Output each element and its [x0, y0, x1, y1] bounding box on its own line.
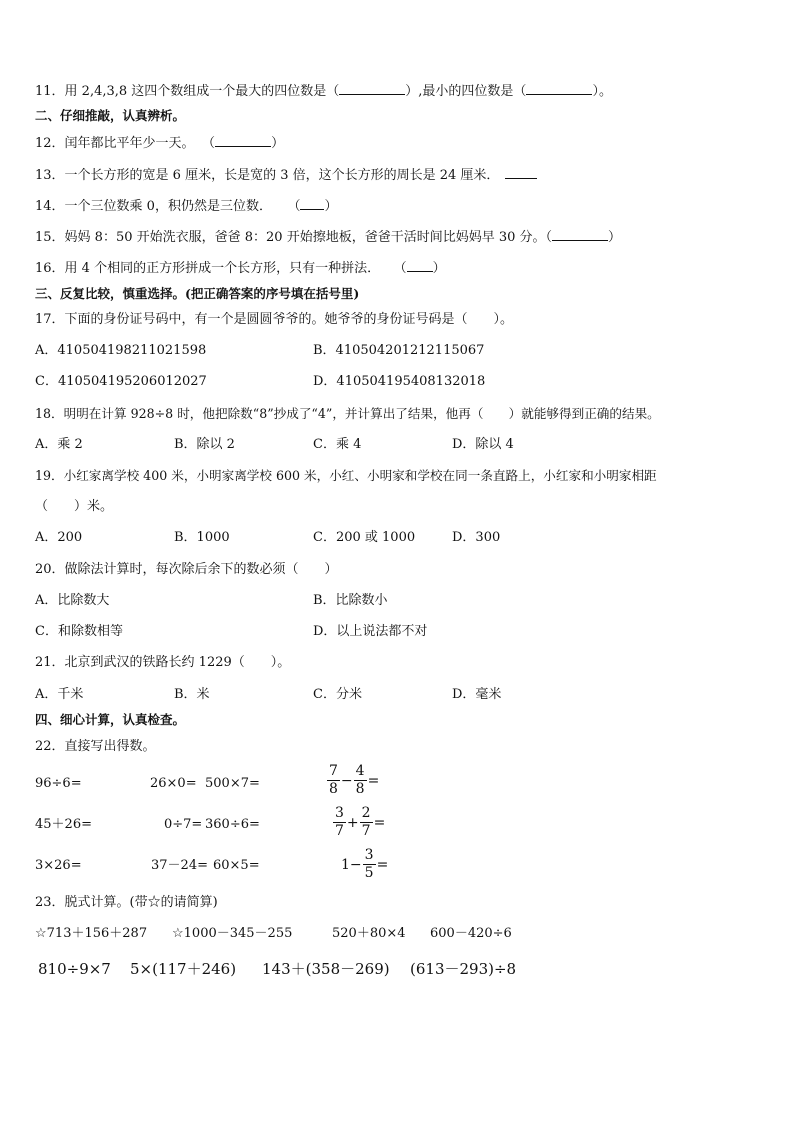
paren-open: （ — [400, 261, 407, 276]
calc-item: 3×26= — [35, 858, 82, 873]
question-11 — [35, 82, 612, 101]
answer-blank[interactable] — [339, 82, 405, 95]
operator: − — [340, 772, 353, 789]
equals-sign: = — [376, 856, 389, 873]
question-19-stem-line2: （ ）米。 — [35, 499, 114, 514]
section-4-heading: 四、细心计算，认真检查。 — [35, 712, 186, 727]
numerator: 3 — [364, 847, 374, 863]
answer-blank[interactable] — [526, 82, 592, 95]
calc-item: (613－293)÷8 — [410, 960, 517, 978]
denominator: 7 — [361, 823, 371, 839]
answer-blank[interactable] — [407, 259, 433, 272]
q17-option-b[interactable]: B．410504201212115067 — [313, 343, 485, 358]
denominator: 8 — [329, 781, 338, 797]
denominator: 5 — [364, 865, 374, 881]
question-14 — [35, 197, 337, 216]
numerator: 2 — [361, 805, 371, 821]
denominator: 7 — [335, 823, 344, 839]
paren-close: ） — [608, 230, 622, 245]
fraction — [327, 763, 340, 798]
fraction — [360, 805, 373, 840]
question-15 — [35, 228, 621, 247]
paren-close: ） — [432, 261, 446, 276]
numerator: 7 — [329, 763, 338, 779]
calc-item: ☆1000－345－255 — [172, 926, 293, 941]
q19-option-b[interactable]: B．1000 — [174, 530, 230, 545]
question-20-stem: 20．做除法计算时，每次除后余下的数必须（ ） — [35, 562, 338, 577]
calc-item: 0÷7= — [164, 817, 203, 832]
q11-text-a: 11．用 2,4,3,8 这四个数组成一个最大的四位数是（ — [35, 84, 340, 99]
question-16 — [35, 259, 446, 278]
calc-item: 520＋80×4 — [332, 926, 406, 941]
lead-term: 1− — [341, 856, 362, 873]
calc-item: 26×0= — [150, 776, 197, 791]
q20-option-b[interactable]: B．比除数小 — [313, 593, 388, 608]
paren-close: ） — [271, 136, 285, 151]
q21-option-c[interactable]: C．分米 — [313, 687, 362, 702]
q17-option-d[interactable]: D．410504195408132018 — [313, 374, 486, 389]
paren-open: （ — [293, 199, 301, 214]
q20-option-c[interactable]: C．和除数相等 — [35, 624, 123, 639]
q18-option-a[interactable]: A．乘 2 — [35, 437, 83, 452]
answer-blank[interactable] — [215, 134, 271, 147]
calc-item: 37－24= — [151, 858, 208, 873]
fraction-expression-2 — [333, 805, 386, 840]
q18-option-b[interactable]: B．除以 2 — [174, 437, 235, 452]
calc-item: 500×7= — [205, 776, 260, 791]
equals-sign: = — [373, 814, 386, 831]
q15-text: 15．妈妈 8：50 开始洗衣服，爸爸 8：20 开始擦地板，爸爸干活时间比妈妈早 30 分。 — [35, 230, 546, 245]
q11-text-b: ）,最小的四位数是（ — [405, 84, 527, 99]
numerator: 3 — [335, 805, 344, 821]
question-21-stem: 21．北京到武汉的铁路长约 1229（ ）。 — [35, 655, 291, 670]
q16-text: 16．用 4 个相同的正方形拼成一个长方形，只有一种拼法． — [35, 261, 381, 276]
question-13 — [35, 166, 537, 185]
q20-option-a[interactable]: A．比除数大 — [35, 593, 110, 608]
answer-blank[interactable] — [505, 166, 537, 179]
paren-open: （ — [545, 230, 553, 245]
q20-option-d[interactable]: D．以上说法都不对 — [313, 624, 428, 639]
question-17-stem: 17．下面的身份证号码中，有一个是圆圆爷爷的。她爷爷的身份证号码是（ ）。 — [35, 312, 514, 327]
q17-option-a[interactable]: A．410504198211021598 — [35, 343, 207, 358]
denominator: 8 — [355, 781, 365, 797]
calc-item: 600－420÷6 — [430, 926, 512, 941]
section-3-heading: 三、反复比较，慎重选择。(把正确答案的序号填在括号里) — [35, 286, 360, 301]
paren-open: （ — [208, 136, 216, 151]
q21-option-d[interactable]: D．毫米 — [452, 687, 502, 702]
calc-item: 810÷9×7 — [38, 960, 111, 978]
question-19-stem-line1: 19．小红家离学校 400 米，小明家离学校 600 米，小红、小明家和学校在同一条直路上，小红家和小明家相距 — [35, 468, 657, 483]
q19-option-c[interactable]: C．200 或 1000 — [313, 530, 416, 545]
calc-item: ☆713＋156＋287 — [35, 926, 148, 941]
fraction — [363, 847, 376, 882]
fraction — [333, 805, 346, 840]
q14-text: 14．一个三位数乘 0，积仍然是三位数． — [35, 199, 272, 214]
question-18-stem: 18．明明在计算 928÷8 时，他把除数“8”抄成了“4”，并计算出了结果，他再（ ）就能够得到正确的结果。 — [35, 406, 660, 421]
calc-item: 5×(117＋246) — [130, 960, 237, 978]
q11-text-c: ）。 — [592, 84, 612, 99]
section-2-heading: 二、仔细推敲，认真辨析。 — [35, 108, 186, 123]
q21-option-a[interactable]: A．千米 — [35, 687, 84, 702]
fraction-expression-1 — [327, 763, 380, 798]
q17-option-c[interactable]: C．410504195206012027 — [35, 374, 207, 389]
answer-blank[interactable] — [552, 228, 608, 241]
q18-option-c[interactable]: C．乘 4 — [313, 437, 362, 452]
q13-text: 13．一个长方形的宽是 6 厘米，长是宽的 3 倍，这个长方形的周长是 24 厘米． — [35, 168, 500, 183]
paren-close: ） — [324, 199, 338, 214]
question-12 — [35, 134, 284, 153]
operator: + — [346, 814, 359, 831]
question-23-stem: 23．脱式计算。(带☆的请简算) — [35, 895, 218, 910]
q19-option-d[interactable]: D．300 — [452, 530, 501, 545]
calc-item: 360÷6= — [205, 817, 260, 832]
q21-option-b[interactable]: B．米 — [174, 687, 210, 702]
calc-item: 143＋(358－269) — [262, 960, 390, 978]
question-22-stem: 22．直接写出得数。 — [35, 739, 156, 754]
equals-sign: = — [367, 772, 380, 789]
fraction-expression-3 — [340, 847, 389, 882]
q12-text: 12．闰年都比平年少一天。 — [35, 136, 195, 151]
fraction — [354, 763, 367, 798]
calc-item: 45＋26= — [35, 817, 92, 832]
q18-option-d[interactable]: D．除以 4 — [452, 437, 514, 452]
calc-item: 96÷6= — [35, 776, 82, 791]
answer-blank[interactable] — [300, 197, 324, 210]
q19-option-a[interactable]: A．200 — [35, 530, 83, 545]
calc-item: 60×5= — [213, 858, 260, 873]
numerator: 4 — [355, 763, 365, 779]
